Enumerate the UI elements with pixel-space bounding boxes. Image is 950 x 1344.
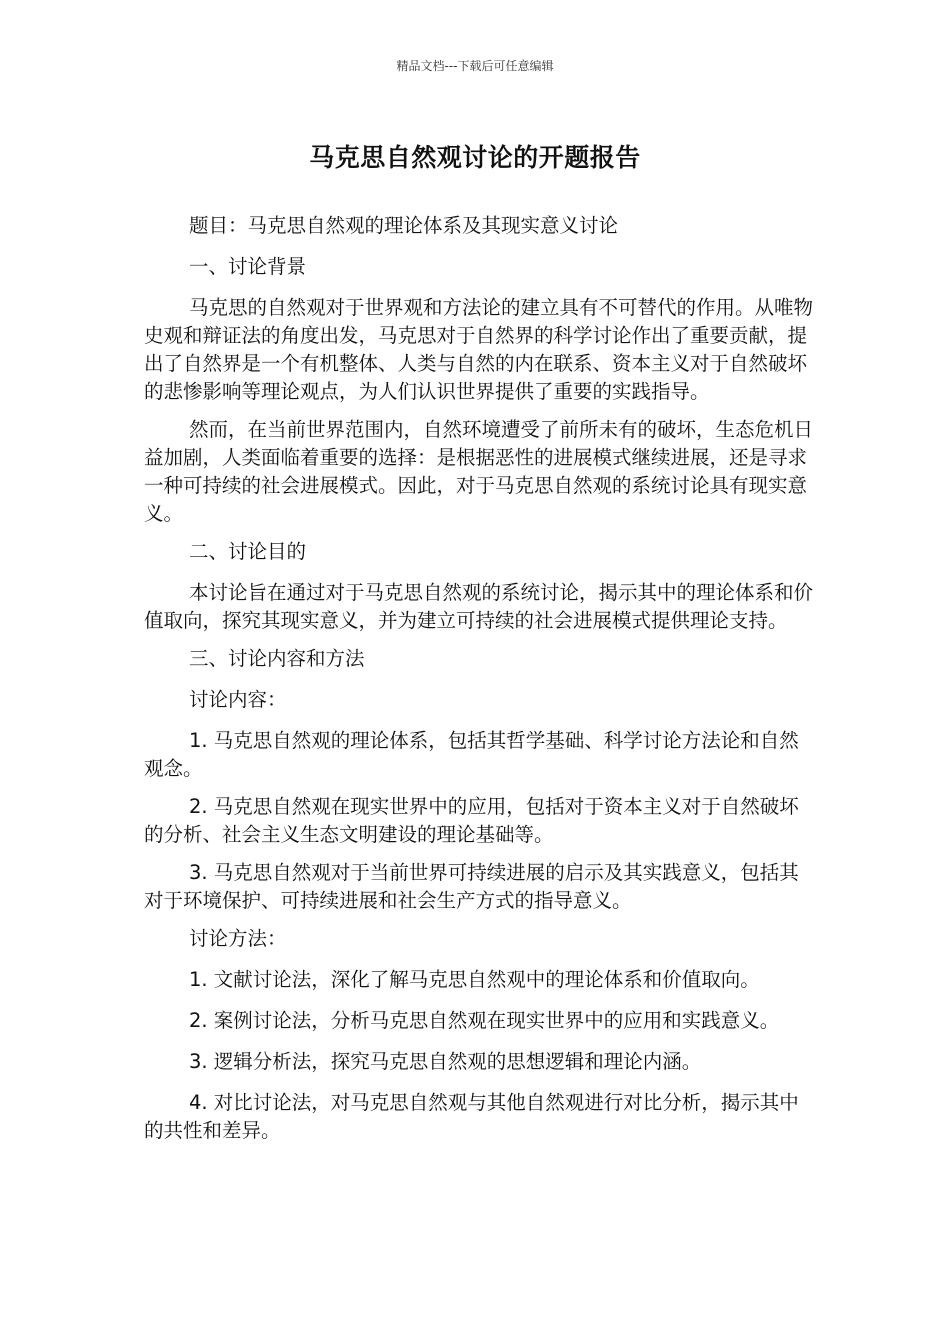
subject-line: 题目：马克思自然观的理论体系及其现实意义讨论 — [189, 214, 619, 237]
background-paragraph-1: 马克思的自然观对于世界观和方法论的建立具有不可替代的作用。从唯物史观和辩证法的角度出发，马克思对于自然界的科学讨论作出了重要贡献，提出了自然界是一个有机整体、人类与自然的内在联系、资本主义对于自然破坏的悲惨影响等理论观点，为人们认识世界提供了重要的实践指导。 — [144, 296, 814, 403]
method-item-1: 1. 文献讨论法，深化了解马克思自然观中的理论体系和价值取向。 — [189, 968, 760, 991]
method-item-3: 3. 逻辑分析法，探究马克思自然观的思想逻辑和理论内涵。 — [189, 1050, 702, 1073]
section-heading-content-method: 三、讨论内容和方法 — [189, 647, 365, 670]
method-item-4: 4. 对比讨论法，对马克思自然观与其他自然观进行对比分析，揭示其中的共性和差异。 — [144, 1091, 799, 1142]
content-item-1: 1. 马克思自然观的理论体系，包括其哲学基础、科学讨论方法论和自然观念。 — [144, 729, 799, 780]
document-body — [144, 212, 816, 1155]
background-paragraph-2: 然而，在当前世界范围内，自然环境遭受了前所未有的破坏，生态危机日益加剧，人类面临着重要的选择：是根据恶性的进展模式继续进展，还是寻求一种可持续的社会进展模式。因此，对于马克思自然观的系统讨论具有现实意义。 — [144, 418, 814, 525]
document-header-note: 精品文档---下载后可任意编辑 — [396, 59, 554, 73]
purpose-paragraph: 本讨论旨在通过对于马克思自然观的系统讨论，揭示其中的理论体系和价值取向，探究其现实意义，并为建立可持续的社会进展模式提供理论支持。 — [144, 581, 814, 632]
section-heading-background: 一、讨论背景 — [189, 255, 307, 278]
content-label: 讨论内容： — [189, 688, 287, 711]
method-item-2: 2. 案例讨论法，分析马克思自然观在现实世界中的应用和实践意义。 — [189, 1009, 780, 1032]
section-heading-purpose: 二、讨论目的 — [189, 540, 307, 563]
document-title: 马克思自然观讨论的开题报告 — [309, 143, 641, 172]
method-label: 讨论方法： — [189, 927, 287, 950]
content-item-3: 3. 马克思自然观对于当前世界可持续进展的启示及其实践意义，包括其对于环境保护、可持续进展和社会生产方式的指导意义。 — [144, 861, 799, 912]
content-item-2: 2. 马克思自然观在现实世界中的应用，包括对于资本主义对于自然破坏的分析、社会主义生态文明建设的理论基础等。 — [144, 795, 799, 846]
